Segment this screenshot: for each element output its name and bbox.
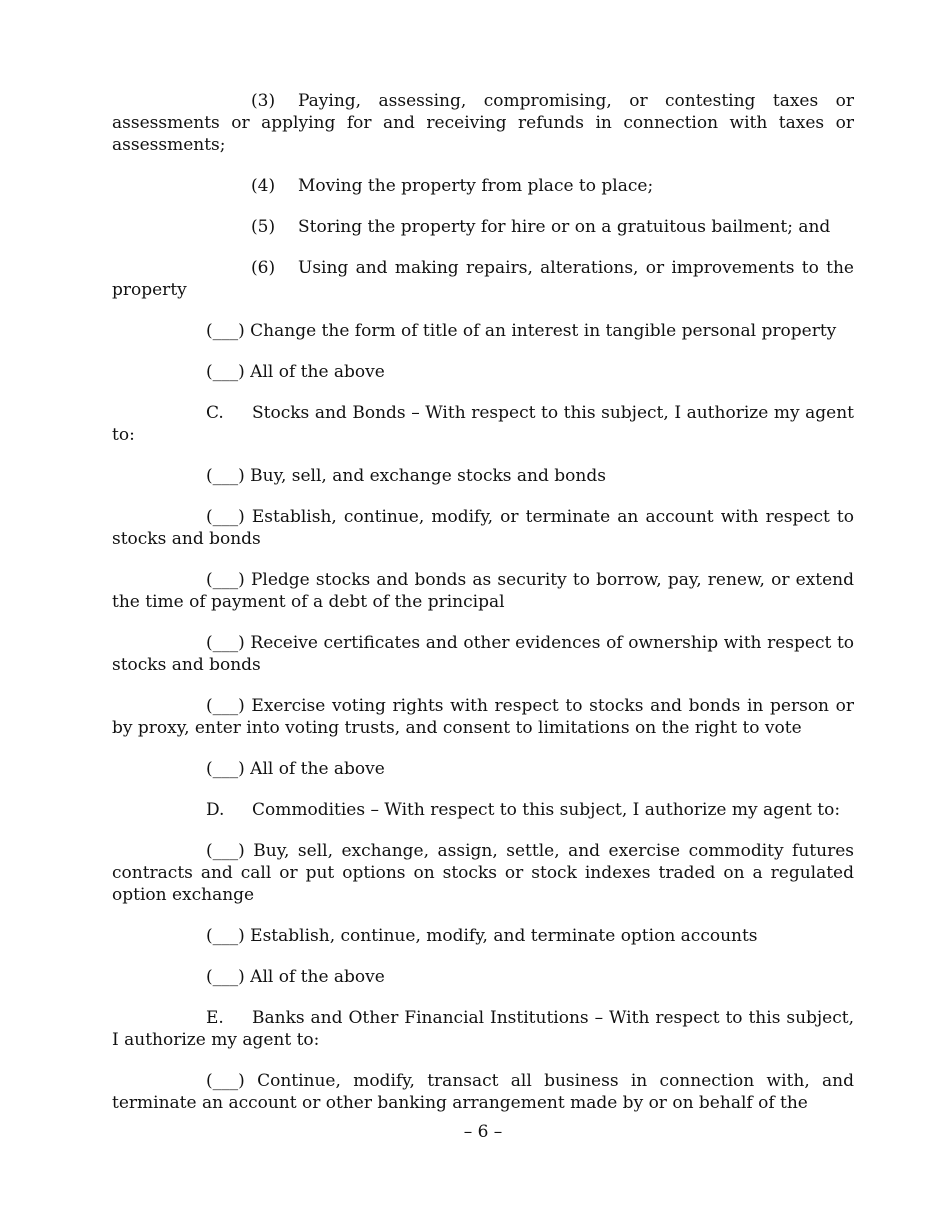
checkbox-blank[interactable]: (___) [206, 321, 245, 341]
section-heading-d [112, 799, 854, 821]
section-heading-c [112, 402, 854, 446]
option-item [112, 840, 854, 906]
list-item [112, 175, 854, 197]
section-heading-text: Banks and Other Financial Institutions – With respect to this subject, I authorize my agent to: [112, 1008, 854, 1050]
option-text: Establish, continue, modify, and terminate option accounts [250, 926, 758, 946]
checkbox-blank[interactable]: (___) [206, 967, 245, 987]
section-heading-text: Commodities – With respect to this subject, I authorize my agent to: [252, 800, 841, 820]
section-letter: C. [206, 403, 224, 423]
checkbox-blank[interactable]: (___) [206, 466, 245, 486]
section-heading-e [112, 1007, 854, 1051]
checkbox-blank[interactable]: (___) [206, 759, 245, 779]
option-item [112, 632, 854, 676]
section-letter: D. [206, 800, 225, 820]
option-text: Receive certificates and other evidences of ownership with respect to stocks and bonds [112, 633, 855, 675]
item-number: (6) [251, 258, 276, 278]
item-text: Paying, assessing, compromising, or contesting taxes or assessments or applying for and receiving refunds in connection with taxes or assessments; [112, 91, 854, 155]
option-item [112, 465, 854, 487]
page-number: – 6 – [463, 1122, 503, 1142]
document-page [112, 90, 854, 1143]
option-item [112, 569, 854, 613]
section-letter: E. [206, 1008, 224, 1028]
checkbox-blank[interactable]: (___) [206, 633, 245, 653]
checkbox-blank[interactable]: (___) [206, 1071, 245, 1091]
option-item [112, 758, 854, 780]
checkbox-blank[interactable]: (___) [206, 696, 245, 716]
list-item [112, 216, 854, 238]
option-text: Establish, continue, modify, or terminate an account with respect to stocks and bonds [112, 507, 854, 549]
option-text: Buy, sell, exchange, assign, settle, and exercise commodity futures contracts and call or put options on stocks or stock indexes traded on a regulated option exchange [112, 841, 854, 905]
option-item [112, 925, 854, 947]
option-item [112, 1070, 854, 1114]
option-text: Pledge stocks and bonds as security to borrow, pay, renew, or extend the time of payment of a debt of the principal [112, 570, 854, 612]
checkbox-blank[interactable]: (___) [206, 362, 245, 382]
item-text: Storing the property for hire or on a gratuitous bailment; and [298, 217, 831, 237]
checkbox-blank[interactable]: (___) [206, 841, 245, 861]
option-item [112, 361, 854, 383]
option-item [112, 320, 854, 342]
checkbox-blank[interactable]: (___) [206, 926, 245, 946]
item-text: Moving the property from place to place; [298, 176, 654, 196]
option-text: Change the form of title of an interest in tangible personal property [250, 321, 837, 341]
section-heading-text: Stocks and Bonds – With respect to this subject, I authorize my agent to: [112, 403, 854, 445]
list-item [112, 257, 854, 301]
item-number: (3) [251, 91, 276, 111]
option-text: Exercise voting rights with respect to stocks and bonds in person or by proxy, enter into voting trusts, and consent to limitations on the right to vote [112, 696, 854, 738]
option-text: All of the above [250, 759, 385, 779]
checkbox-blank[interactable]: (___) [206, 570, 245, 590]
option-text: All of the above [250, 362, 385, 382]
option-item [112, 506, 854, 550]
item-number: (5) [251, 217, 276, 237]
list-item [112, 90, 854, 156]
option-item [112, 695, 854, 739]
option-item [112, 966, 854, 988]
option-text: Continue, modify, transact all business in connection with, and terminate an account or other banking arrangement made by or on behalf of the [112, 1071, 854, 1113]
item-number: (4) [251, 176, 276, 196]
option-text: All of the above [250, 967, 385, 987]
item-text: Using and making repairs, alterations, or improvements to the property [112, 258, 854, 300]
option-text: Buy, sell, and exchange stocks and bonds [250, 466, 606, 486]
checkbox-blank[interactable]: (___) [206, 507, 245, 527]
